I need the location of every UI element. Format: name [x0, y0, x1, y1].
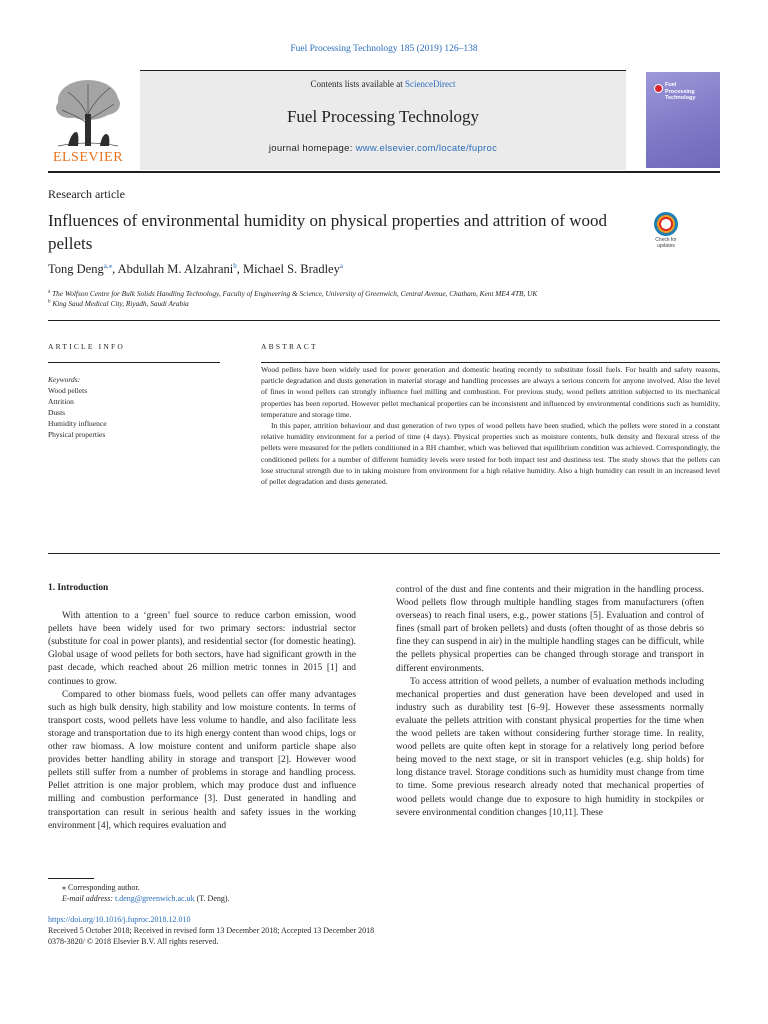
- received-dates: Received 5 October 2018; Received in revised form 13 December 2018; Accepted 13 December 2018: [48, 926, 375, 935]
- corresponding-author-note: ⁎ Corresponding author.: [62, 883, 140, 892]
- cover-line: Technology: [665, 95, 696, 101]
- cover-badge-icon: [654, 84, 663, 93]
- author-name[interactable]: Abdullah M. Alzahrani: [117, 262, 234, 277]
- copyright: 0378-3820/ © 2018 Elsevier B.V. All rights reserved.: [48, 937, 219, 946]
- header-divider: [48, 171, 720, 173]
- keyword: Dusts: [48, 408, 66, 417]
- body-paragraph: Compared to other biomass fuels, wood pellets can offer many advantages such as high bulk density, high stability and low moisture contents. In terms of transport costs, wood pellets have less volume to handle, and also facilitate less storage and transportation due to its high energy content than wood chips, logs or other raw biomass. A low moisture content and uniform particle shape also provides better handling ability in storage and transport [2]. However wood pellets still suffer from a number of problems in storage and handling process. Pellet attrition is one major problem, which may produce dust and influence milling and combustion performance [3]. Dust generated in handling and transportation can result in serious health and safety issues in the working environment [4], which requires evaluation and: [48, 689, 356, 831]
- crossmark-icon: [654, 212, 678, 236]
- email-note: E-mail address: t.deng@greenwich.ac.uk (T. Deng).: [62, 894, 230, 903]
- crossmark-label: Check for updates: [655, 237, 677, 249]
- author-affil-marker[interactable]: a,⁎: [103, 262, 113, 270]
- abstract-text: [261, 364, 720, 487]
- author-affil-marker[interactable]: b: [233, 262, 237, 270]
- body-paragraph: control of the dust and fine contents and their migration in the handling process. Wood pellets flow through multiple handling stages from manufacturers (often overseas) to reach final users, e.g., power stations [5]. Evaluation and control of fines (small part of broken pellets) and dusts (often thought of as those debris so fine they can suspend in air) in the multiple handling stages can be difficult, while the pellets physical properties can be changed through storage and transport in different environments.: [396, 585, 704, 674]
- keywords-list: [48, 374, 107, 440]
- footnotes: [48, 882, 230, 904]
- author-email-link[interactable]: t.deng@greenwich.ac.uk: [115, 894, 195, 903]
- doi-link[interactable]: https://doi.org/10.1016/j.fuproc.2018.12.010: [48, 915, 191, 924]
- article-info-divider: [48, 362, 220, 363]
- abstract-divider: [261, 362, 720, 363]
- keyword: Wood pellets: [48, 386, 88, 395]
- cover-line: Processing: [665, 88, 695, 95]
- article-type: Research article: [48, 187, 125, 201]
- abstract-paragraph: Wood pellets have been widely used for power generation and domestic heating recently to substitute fossil fuels. For health and safety reasons, particle degradation and dusts generation in material storage and handling processes are always a serious concern for anyone involved. Also the level of fines in wood pellets can strongly influence fuel milling and combustion. For previous study, wood pellets attrition subjected to its mechanical properties has been reported. However pellet mechanical properties can be inconsistent and influenced by environmental conditions such as humidity, temperature and storage time.: [261, 365, 720, 419]
- section-heading: 1. Introduction: [48, 583, 109, 593]
- article-info-label: ARTICLE INFO: [48, 342, 125, 351]
- author-affil-marker[interactable]: a: [339, 262, 343, 270]
- homepage-link[interactable]: www.elsevier.com/locate/fuproc: [355, 143, 498, 154]
- journal-header: [48, 70, 720, 173]
- author-list: Tong Deng$^{a,⁎}$, Abdullah M. Alzahrani$^b$, Michael S. Bradley$^a$: [48, 262, 343, 277]
- body-column-left: [48, 582, 356, 833]
- abstract-paragraph: In this paper, attrition behaviour and dust generation of two types of wood pellets have been studied, which the pellets were stored in a constant relative humidity environment for a period of time (4 days). Physical properties such as moisture contents, bulk density and flexural stress of the pellets were measured for the pellets conditioned in a RH chamber, which was believed that equilibrium condition was achieved. Correspondingly, the conditioned pellets for a number of different humidity levels were tested for both impact test and dustiness test. The study shows that the pellets can lose structural strength due to in taking moisture from environment for a high relative humidity. Also a high humidity can result in an increased level of pellet degradation and dusts generated.: [261, 421, 720, 487]
- keyword: Humidity influence: [48, 419, 107, 428]
- keyword: Attrition: [48, 397, 74, 406]
- keywords-heading: Keywords:: [48, 375, 81, 384]
- journal-homepage: [140, 143, 626, 154]
- journal-title: Fuel Processing Technology: [286, 107, 480, 126]
- cover-line: Fuel: [665, 82, 677, 88]
- contents-line: [140, 79, 626, 89]
- journal-citation[interactable]: Fuel Processing Technology 185 (2019) 126–138: [290, 44, 478, 54]
- journal-cover-thumbnail[interactable]: [646, 72, 720, 168]
- body-paragraph: To access attrition of wood pellets, a number of evaluation methods including mechanical properties and dust generation have been developed and used in industry such as durability test [6–9]. However these assessments normally evaluate the pellets attrition with constant physical properties for the time when the wood pellets are taken without considering further storage time. In reality, wood pellets are quite often kept in storage for a relatively long period before being moved to the next stage, or sit in transport vehicles (e.g. ship holds) for long distance travel. Storage conditions such as humidity must change from time to time. Some previous research already noted that mechanical properties of wood pellets would change due to exposure to high humidity in stockpiles or severe environmental condition changes [10,11]. These: [396, 676, 704, 818]
- elsevier-wordmark: ELSEVIER: [52, 150, 124, 165]
- sciencedirect-link[interactable]: ScienceDirect: [405, 79, 456, 89]
- body-paragraph: With attention to a ‘green’ fuel source to reduce carbon emission, wood pellets have been widely used for two primary sectors: industrial sector (substitute for coal in power plants), and residential sector (for domestic heating). Global usage of wood pellets for both sectors, have had significant growth in the past decade, which reached about 26 million metric tonnes in 2015 [1] and continues to grow.: [48, 611, 356, 687]
- author-name[interactable]: Michael S. Bradley: [243, 262, 340, 277]
- homepage-label: journal homepage:: [268, 143, 356, 154]
- abstract-label: ABSTRACT: [261, 342, 318, 351]
- journal-banner: [140, 70, 626, 170]
- body-column-right: [396, 584, 704, 820]
- article-footer: [48, 914, 374, 947]
- keyword: Physical properties: [48, 430, 106, 439]
- cover-title: [665, 82, 695, 102]
- affiliation: $^b$ King Saud Medical City, Riyadh, Saudi Arabia: [48, 299, 189, 308]
- section-divider: [48, 320, 720, 321]
- contents-prefix: Contents lists available at: [310, 79, 405, 89]
- section-divider: [48, 553, 720, 554]
- check-for-updates-button[interactable]: [648, 212, 684, 250]
- article-title: Influences of environmental humidity on physical properties and attrition of wood pellets: [48, 211, 607, 253]
- author-name[interactable]: Tong Deng: [48, 262, 104, 277]
- footnote-divider: [48, 878, 94, 879]
- affiliation: $^a$ The Wolfson Centre for Bulk Solids Handling Technology, Faculty of Engineering & Science, University of Greenwich, Central Avenue, Chatham, Kent ME4 4TB, UK: [48, 289, 538, 298]
